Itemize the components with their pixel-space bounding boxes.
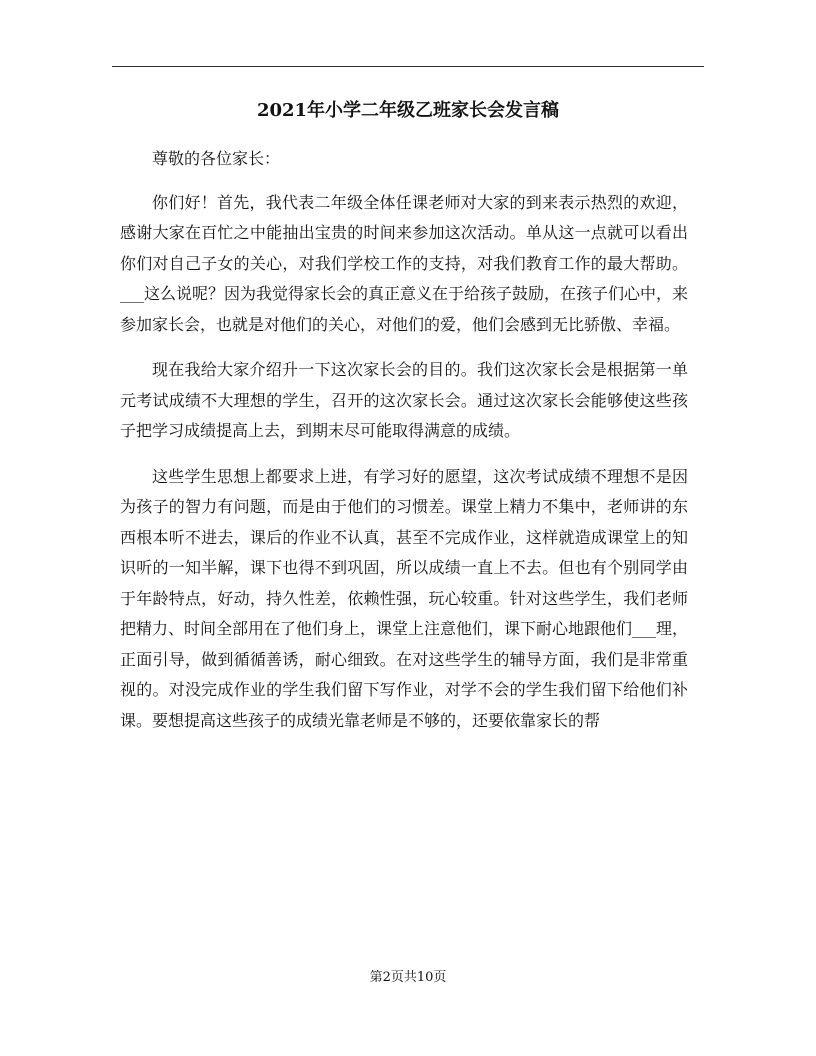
- salutation: 尊敬的各位家长：: [152, 149, 281, 168]
- document-body: [120, 144, 688, 751]
- document-title: 2021年小学二年级乙班家长会发言稿: [256, 100, 560, 121]
- paragraph-2: 现在我给大家介绍升一下这次家长会的目的。我们这次家长会是根据第一单元考试成绩不大理想的学生，召开的这次家长会。通过这次家长会能够使这些孩子把学习成绩提高上去，到期末尽可能取得满意的成绩。: [120, 360, 688, 440]
- page-number: 第2页共10页: [369, 970, 447, 985]
- paragraph-1: 你们好！首先，我代表二年级全体任课老师对大家的到来表示热烈的欢迎，感谢大家在百忙之中能抽出宝贵的时间来参加这次活动。单从这一点就可以看出你们对自己子女的关心，对我们学校工作的支持，对我们教育工作的最大帮助。___这么说呢？因为我觉得家长会的真正意义在于给孩子鼓励，在孩子们心中，来参加家长会，也就是对他们的关心，对他们的爱，他们会感到无比骄傲、幸福。: [120, 192, 689, 334]
- paragraph-3: 这些学生思想上都要求上进，有学习好的愿望，这次考试成绩不理想不是因为孩子的智力有问题，而是由于他们的习惯差。课堂上精力不集中，老师讲的东西根本听不进去，课后的作业不认真，甚至不完成作业，这样就造成课堂上的知识听的一知半解，课下也得不到巩固，所以成绩一直上不去。但也有个别同学由于年龄特点，好动，持久性差，依赖性强，玩心较重。针对这些学生，我们老师把精力、时间全部用在了他们身上，课堂上注意他们，课下耐心地跟他们___理，正面引导，做到循循善诱，耐心细致。在对这些学生的辅导方面，我们是非常重视的。对没完成作业的学生我们留下写作业，对学不会的学生我们留下给他们补课。要想提高这些孩子的成绩光靠老师是不够的，还要依靠家长的帮: [120, 466, 689, 730]
- header-rule: [112, 66, 704, 67]
